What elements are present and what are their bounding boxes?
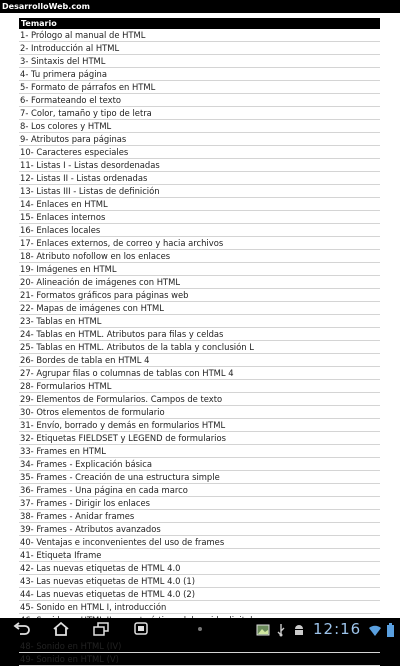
navigation-bar	[0, 618, 400, 640]
usb-icon	[275, 622, 287, 636]
battery-icon	[386, 622, 395, 636]
table-header: Temario	[19, 18, 380, 29]
table-row[interactable]: 3- Sintaxis del HTML	[19, 55, 380, 68]
table-row[interactable]: 39- Frames - Atributos avanzados	[19, 523, 380, 536]
contents-table	[19, 18, 380, 666]
table-row[interactable]: 26- Bordes de tabla en HTML 4	[19, 354, 380, 367]
clock[interactable]: 12:16	[313, 620, 362, 638]
table-row[interactable]: 16- Enlaces locales	[19, 224, 380, 237]
table-row[interactable]: 30- Otros elementos de formulario	[19, 406, 380, 419]
table-row[interactable]: 17- Enlaces externos, de correo y hacia archivos	[19, 237, 380, 250]
table-row[interactable]: 49- Sonido en HTML (V)	[19, 653, 380, 666]
table-row[interactable]: 33- Frames en HTML	[19, 445, 380, 458]
table-row[interactable]: 37- Frames - Dirigir los enlaces	[19, 497, 380, 510]
table-row[interactable]: 5- Formato de párrafos en HTML	[19, 81, 380, 94]
table-row[interactable]: 38- Frames - Anidar frames	[19, 510, 380, 523]
table-row[interactable]: 45- Sonido en HTML I, introducción	[19, 601, 380, 614]
table-row[interactable]: 23- Tablas en HTML	[19, 315, 380, 328]
table-row[interactable]: 44- Las nuevas etiquetas de HTML 4.0 (2)	[19, 588, 380, 601]
table-row[interactable]: 7- Color, tamaño y tipo de letra	[19, 107, 380, 120]
home-icon[interactable]	[52, 621, 70, 637]
wifi-icon	[368, 622, 382, 636]
table-row[interactable]: 12- Listas II - Listas ordenadas	[19, 172, 380, 185]
table-row[interactable]: 25- Tablas en HTML. Atributos de la tabla y conclusión L	[19, 341, 380, 354]
table-row[interactable]: 42- Las nuevas etiquetas de HTML 4.0	[19, 562, 380, 575]
table-row[interactable]: 10- Caracteres especiales	[19, 146, 380, 159]
table-row[interactable]: 11- Listas I - Listas desordenadas	[19, 159, 380, 172]
table-row[interactable]: 20- Alineación de imágenes con HTML	[19, 276, 380, 289]
table-row[interactable]: 24- Tablas en HTML. Atributos para filas y celdas	[19, 328, 380, 341]
table-row[interactable]: 31- Envío, borrado y demás en formularios HTML	[19, 419, 380, 432]
android-debug-icon	[292, 622, 306, 636]
back-icon[interactable]	[13, 621, 31, 637]
table-row[interactable]: 32- Etiquetas FIELDSET y LEGEND de formularios	[19, 432, 380, 445]
table-row[interactable]: 8- Los colores y HTML	[19, 120, 380, 133]
table-rows	[19, 29, 380, 666]
table-row[interactable]: 35- Frames - Creación de una estructura simple	[19, 471, 380, 484]
table-row[interactable]: 9- Atributos para páginas	[19, 133, 380, 146]
table-row[interactable]: 21- Formatos gráficos para páginas web	[19, 289, 380, 302]
table-row[interactable]: 18- Atributo nofollow en los enlaces	[19, 250, 380, 263]
table-row[interactable]: 41- Etiqueta Iframe	[19, 549, 380, 562]
table-row[interactable]: 6- Formateando el texto	[19, 94, 380, 107]
gallery-notification-icon[interactable]	[256, 622, 270, 636]
screenshot-icon[interactable]	[132, 621, 150, 637]
table-row[interactable]: 14- Enlaces en HTML	[19, 198, 380, 211]
table-row[interactable]: 1- Prólogo al manual de HTML	[19, 29, 380, 42]
table-row[interactable]: 4- Tu primera página	[19, 68, 380, 81]
center-dot-icon	[198, 627, 202, 631]
table-row[interactable]: 40- Ventajas e inconvenientes del uso de frames	[19, 536, 380, 549]
table-row[interactable]: 19- Imágenes en HTML	[19, 263, 380, 276]
table-row[interactable]: 2- Introducción al HTML	[19, 42, 380, 55]
table-row[interactable]: 29- Elementos de Formularios. Campos de texto	[19, 393, 380, 406]
table-row[interactable]: 43- Las nuevas etiquetas de HTML 4.0 (1)	[19, 575, 380, 588]
table-row[interactable]: 36- Frames - Una página en cada marco	[19, 484, 380, 497]
recent-apps-icon[interactable]	[92, 621, 110, 637]
table-row[interactable]: 27- Agrupar filas o columnas de tablas con HTML 4	[19, 367, 380, 380]
status-bar	[0, 0, 400, 13]
table-row[interactable]: 15- Enlaces internos	[19, 211, 380, 224]
table-row[interactable]: 48- Sonido en HTML (IV)	[19, 640, 380, 653]
table-row[interactable]: 34- Frames - Explicación básica	[19, 458, 380, 471]
app-title: DesarrolloWeb.com	[2, 2, 90, 11]
table-row[interactable]: 13- Listas III - Listas de definición	[19, 185, 380, 198]
table-row[interactable]: 22- Mapas de imágenes con HTML	[19, 302, 380, 315]
table-row[interactable]: 28- Formularios HTML	[19, 380, 380, 393]
